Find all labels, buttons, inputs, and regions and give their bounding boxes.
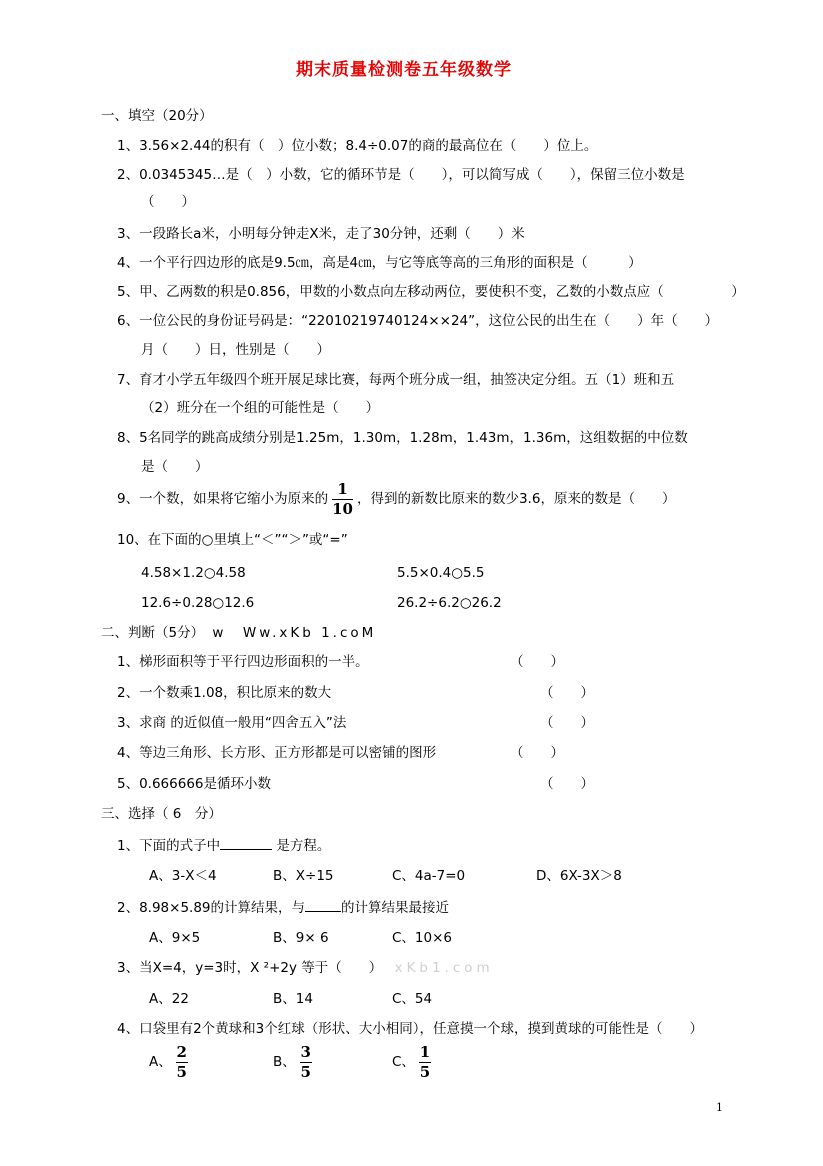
s3-q2 xyxy=(117,897,449,918)
s1-q10-item-1: 4.58×1.2○4.58 xyxy=(141,565,246,581)
fraction-denominator: 10 xyxy=(332,499,353,518)
fraction-denominator: 5 xyxy=(176,1062,187,1081)
s1-q4: 4、一个平行四边形的底是9.5㎝，高是4㎝，与它等底等高的三角形的面积是（ ） xyxy=(117,255,642,271)
s1-q6-line2: 月（ ）日，性别是（ ） xyxy=(141,342,330,358)
s3-q2-prefix: 2、8.98×5.89的计算结果，与 xyxy=(117,900,306,916)
s2-item-4-mark: （ ） xyxy=(510,745,564,761)
s1-q9-prefix: 9、一个数，如果将它缩小为原来的 xyxy=(117,491,329,507)
faint-watermark: xKb1.com xyxy=(394,960,494,976)
s2-item-3: 3、求商 的近似值一般用“四舍五入”法 xyxy=(117,715,347,731)
s3-q4-option-b xyxy=(273,1043,316,1081)
s2-item-4: 4、等边三角形、长方形、正方形都是可以密铺的图形 xyxy=(117,745,437,761)
s3-q3-text: 3、当X=4，y=3时，X ²+2y 等于（ ） xyxy=(117,960,383,976)
page-title: 期末质量检测卷五年级数学 xyxy=(296,60,512,80)
s3-q2-suffix: 的计算结果最接近 xyxy=(341,900,450,916)
fraction-option-a xyxy=(176,1042,188,1081)
fraction-numerator: 2 xyxy=(176,1042,187,1061)
s1-q10: 10、在下面的○里填上“＜”“＞”或“=” xyxy=(117,532,348,548)
s2-item-3-mark: （ ） xyxy=(540,715,594,731)
s3-q4-option-c xyxy=(392,1043,435,1081)
option-label: A、 xyxy=(149,1054,172,1070)
s3-q1-prefix: 1、下面的式子中 xyxy=(117,838,221,854)
s1-q8-line2: 是（ ） xyxy=(141,459,209,475)
s3-q1-option-b: B、X÷15 xyxy=(273,868,334,884)
answer-blank xyxy=(305,897,341,912)
s1-q1: 1、3.56×2.44的积有（ ）位小数；8.4÷0.07的商的最高位在（ ）位上。 xyxy=(117,138,598,154)
s1-q7-line2: （2）班分在一个组的可能性是（ ） xyxy=(141,400,380,416)
s1-q9 xyxy=(117,480,675,518)
fraction-option-c xyxy=(419,1042,431,1081)
s2-item-5-mark: （ ） xyxy=(540,776,594,792)
s3-q3 xyxy=(117,958,494,978)
s3-q4: 4、口袋里有2个黄球和3个红球（形状、大小相同），任意摸一个球，摸到黄球的可能性是（ ） xyxy=(117,1021,704,1037)
s3-q3-option-c: C、54 xyxy=(392,991,433,1007)
s3-q3-option-b: B、14 xyxy=(273,991,313,1007)
section3-heading: 三、选择（ 6 分） xyxy=(101,806,222,822)
option-label: B、 xyxy=(273,1054,296,1070)
s2-item-2-mark: （ ） xyxy=(540,685,594,701)
section2-heading xyxy=(101,623,376,643)
s3-q1 xyxy=(117,835,330,856)
answer-blank xyxy=(220,835,272,850)
s1-q6-line1: 6、一位公民的身份证号码是：“2201021974012​4××24”，这位公民的出生在（ ）年（ ） xyxy=(117,313,719,329)
s1-q9-suffix: ，得到的新数比原来的数少3.6，原来的数是（ ） xyxy=(356,491,676,507)
fraction-numerator: 3 xyxy=(300,1042,311,1061)
s2-item-1: 1、梯形面积等于平行四边形面积的一半。 xyxy=(117,654,369,670)
s1-q8-line1: 8、5名同学的跳高成绩分别是1.25m，1.30m，1.28m，1.43m，1.36m，这组数据的中位数 xyxy=(117,430,688,446)
s1-q10-item-4: 26.2÷6.2○26.2 xyxy=(397,595,502,611)
option-label: C、 xyxy=(392,1054,415,1070)
section1-heading: 一、填空（20分） xyxy=(101,108,213,124)
s3-q2-option-c: C、10×6 xyxy=(392,930,453,946)
fraction-numerator: 1 xyxy=(419,1042,431,1061)
s1-q5: 5、甲、乙两数的积是0.856，甲数的小数点向左移动两位，要使积不变，乙数的小数点应（ ） xyxy=(117,284,745,300)
s3-q1-option-c: C、4a-7=0 xyxy=(392,868,466,884)
section2-title: 二、判断（5分） xyxy=(101,625,205,641)
s1-q2-line2: （ ） xyxy=(141,194,195,210)
s3-q2-option-b: B、9× 6 xyxy=(273,930,329,946)
fraction-numerator: 1 xyxy=(337,479,348,498)
page-number: 1 xyxy=(716,1101,723,1114)
s1-q3: 3、一段路长a米，小明每分钟走X米，走了30分钟，还剩（ ）米 xyxy=(117,226,525,242)
fraction-denominator: 5 xyxy=(419,1062,431,1081)
s3-q3-option-a: A、22 xyxy=(149,991,189,1007)
s1-q10-item-3: 12.6÷0.28○12.6 xyxy=(141,595,255,611)
fraction-one-tenth xyxy=(332,479,353,518)
s1-q7-line1: 7、育才小学五年级四个班开展足球比赛，每两个班分成一组，抽签决定分组。五（1）班和五 xyxy=(117,372,675,388)
s3-q1-option-a: A、3-X＜4 xyxy=(149,868,217,884)
fraction-denominator: 5 xyxy=(300,1062,311,1081)
watermark-text: w Ww.xKb 1.coM xyxy=(212,625,377,641)
s3-q2-option-a: A、9×5 xyxy=(149,930,201,946)
s2-item-1-mark: （ ） xyxy=(510,654,564,670)
fraction-option-b xyxy=(300,1042,312,1081)
s2-item-2: 2、一个数乘1.08，积比原来的数大 xyxy=(117,685,332,701)
s3-q1-option-d: D、6X-3X＞8 xyxy=(536,868,622,884)
s2-item-5: 5、0.666666是循环小数 xyxy=(117,776,272,792)
s3-q4-option-a xyxy=(149,1043,192,1081)
s3-q1-suffix: 是方程。 xyxy=(272,838,331,854)
s1-q2-line1: 2、0.0345345…是（ ）小数，它的循环节是（ ），可以简写成（ ），保留三位小数是 xyxy=(117,167,685,183)
s1-q10-item-2: 5.5×0.4○5.5 xyxy=(397,565,485,581)
